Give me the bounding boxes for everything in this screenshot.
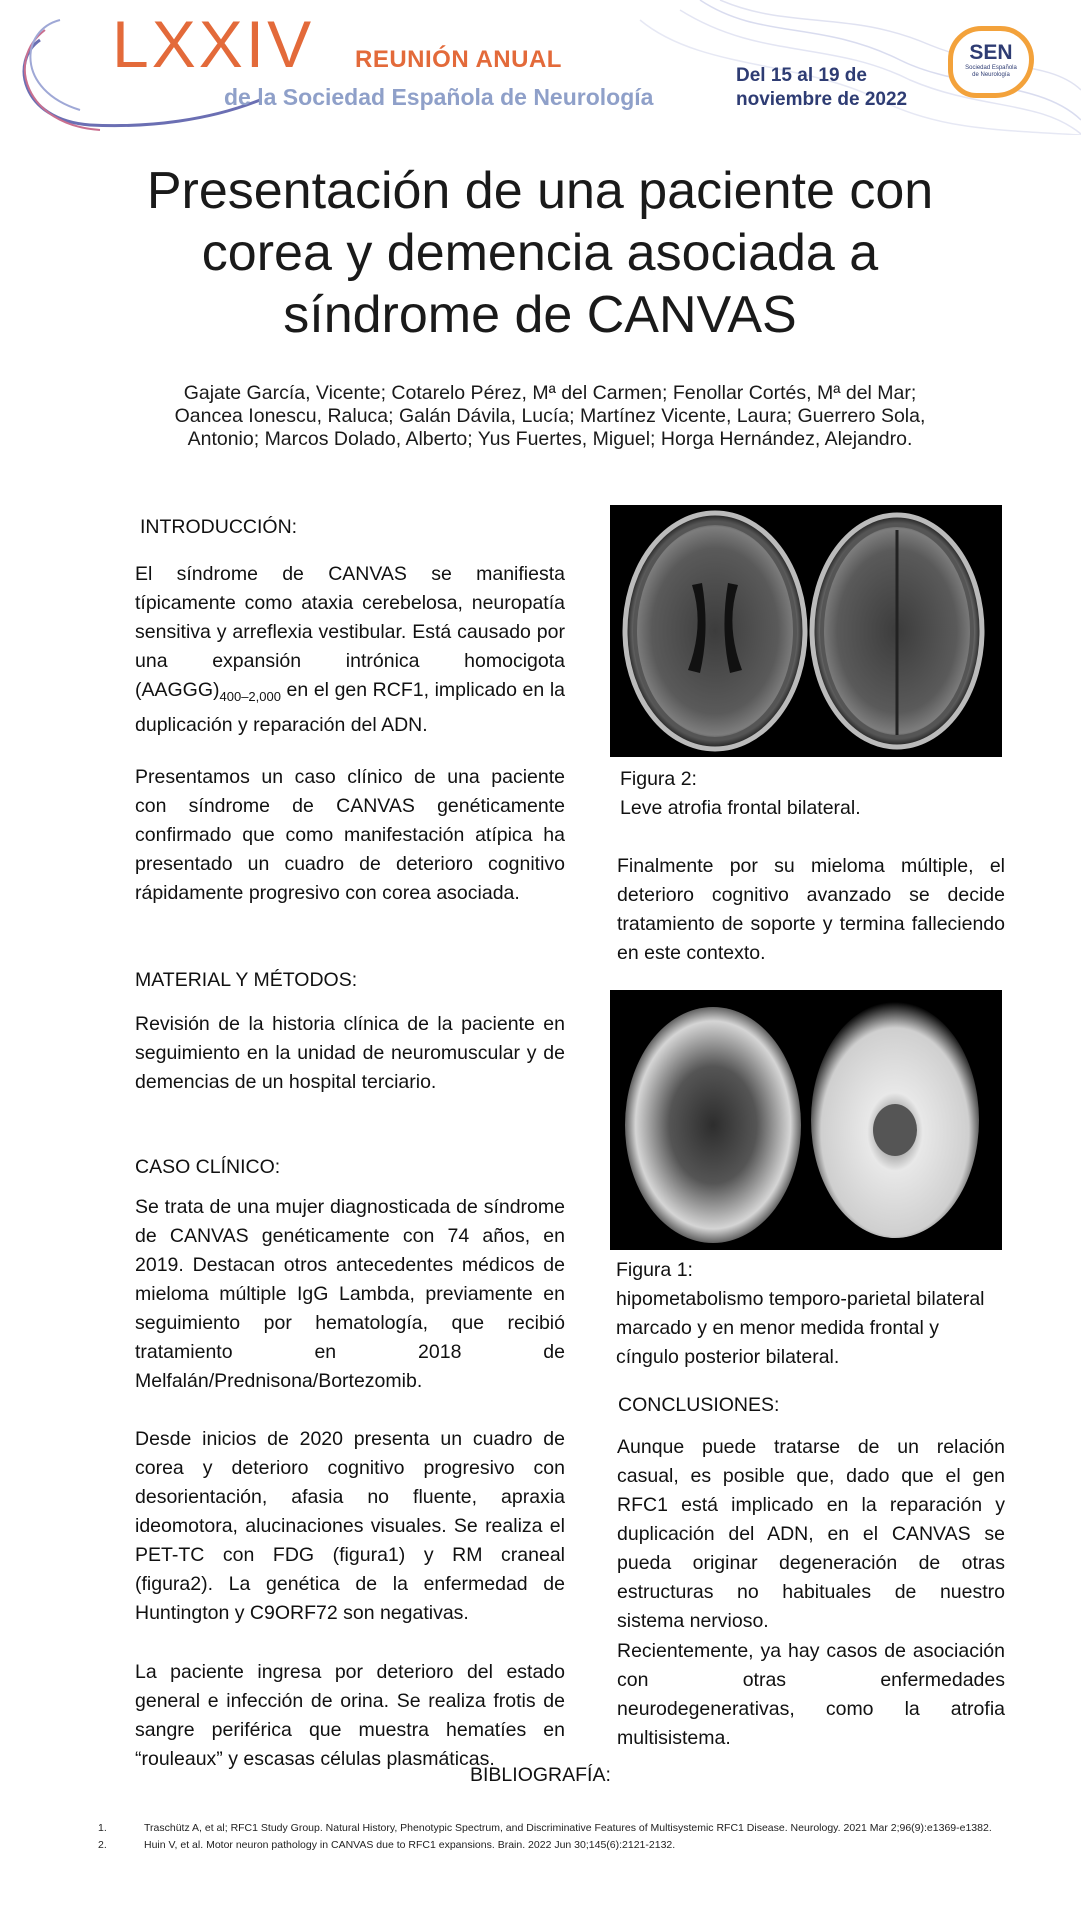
conference-banner — [0, 0, 1081, 135]
roman-numeral-title: LXXIV — [112, 7, 315, 81]
outcome-paragraph: Finalmente por su mieloma múltiple, el deterioro cognitivo avanzado se decide tratamiento de soporte y termina falleciendo en este contexto. — [617, 855, 1005, 964]
figure-1-pet-image — [610, 990, 1002, 1250]
figure-2-mri-image — [610, 505, 1002, 757]
conclusions-heading: CONCLUSIONES: — [618, 1394, 780, 1416]
case-paragraph-3: La paciente ingresa por deterioro del estado general e infección de orina. Se realiza frotis de sangre periférica que muestra hematíes en “rouleaux” y escasas células plasmáticas. — [135, 1661, 565, 1770]
figure-1-caption: hipometabolismo temporo-parietal bilateral marcado y en menor medida frontal y cíngulo posterior bilateral. — [616, 1288, 985, 1368]
poster-title: Presentación de una paciente con corea y demencia asociada a síndrome de CANVAS — [146, 162, 934, 344]
dates-line-1: Del 15 al 19 de — [736, 65, 867, 86]
reference-text: Traschütz A, et al; RFC1 Study Group. Natural History, Phenotypic Spectrum, and Discriminative Features of Multisystemic RFC1 Disease. Neurology. 2021 Mar 2;96(9):e1369-e1382. — [144, 1822, 992, 1834]
intro-text-a: El síndrome de CANVAS se manifiesta típicamente como ataxia cerebelosa, neuropatía sensitiva y arreflexia vestibular. Está causado por una expansión intrónica homocigota (AAGGG) — [135, 563, 565, 701]
figure-2-label: Figura 2: — [620, 768, 697, 790]
reference-item — [94, 1837, 994, 1853]
reference-item — [94, 1820, 994, 1836]
sen-logo-text: SEN — [969, 41, 1013, 64]
intro-subscript: 400–2,000 — [219, 688, 281, 704]
meeting-name: REUNIÓN ANUAL — [355, 46, 562, 73]
methods-text: Revisión de la historia clínica de la paciente en seguimiento en la unidad de neuromuscular y de demencias de un hospital terciario. — [135, 1013, 565, 1093]
methods-heading: MATERIAL Y MÉTODOS: — [135, 969, 358, 991]
reference-text: Huin V, et al. Motor neuron pathology in CANVAS due to RFC1 expansions. Brain. 2022 Jun 30;145(6):2121-2132. — [144, 1839, 676, 1851]
intro-paragraph-1 — [135, 560, 565, 740]
society-name: de la Sociedad Española de Neurología — [224, 84, 654, 110]
conclusions-paragraph-1: Aunque puede tratarse de un relación casual, es posible que, dado que el gen RFC1 está implicado en la reparación y duplicación del ADN, en el CANVAS se pueda originar degeneración de otras estructuras no habituales de nuestro sistema nervioso. — [617, 1436, 1005, 1632]
conclusions-paragraph-2: Recientemente, ya hay casos de asociación con otras enfermedades neurodegenerativas, como la atrofia multisistema. — [617, 1640, 1005, 1749]
bibliography-heading: BIBLIOGRAFÍA: — [470, 1764, 611, 1786]
case-paragraph-1: Se trata de una mujer diagnosticada de síndrome de CANVAS genéticamente con 74 años, en 2019. Destacan otros antecedentes médicos de mieloma múltiple IgG Lambda, previamente en seguimiento por hematología, que recibió tratamiento en 2018 de Melfalán/Prednisona/Bortezomib. — [135, 1196, 565, 1392]
intro-paragraph-2: Presentamos un caso clínico de una paciente con síndrome de CANVAS genéticamente confirmado que como manifestación atípica ha presentado un cuadro de deterioro cognitivo rápidamente progresivo con corea asociada. — [135, 766, 565, 904]
reference-number: 1. — [98, 1822, 107, 1834]
sen-logo — [948, 26, 1034, 98]
case-heading: CASO CLÍNICO: — [135, 1156, 281, 1178]
figure-2-caption: Leve atrofia frontal bilateral. — [620, 797, 861, 819]
intro-heading: INTRODUCCIÓN: — [140, 516, 298, 538]
authors-list: Gajate García, Vicente; Cotarelo Pérez, Mª del Carmen; Fenollar Cortés, Mª del Mar; Oancea Ionescu, Raluca; Galán Dávila, Lucía; Martínez Vicente, Laura; Guerrero Sola, Antonio; Marcos Dolado, Alberto; Yus Fuertes, Miguel; Horga Hernández, Alejandro. — [174, 382, 926, 450]
sen-logo-sub-1: Sociedad Española — [965, 65, 1017, 71]
reference-list — [94, 1820, 994, 1854]
intro-text-b: en el gen RCF1, implicado en la duplicación y reparación del ADN. — [135, 679, 565, 736]
case-paragraph-2: Desde inicios de 2020 presenta un cuadro de corea y deterioro cognitivo progresivo con desorientación, afasia no fluente, apraxia ideomotora, alucinaciones visuales. Se realiza el PET-TC con FDG (figura1) y RM craneal (figura2). La genética de la enfermedad de Huntington y C9ORF72 son negativas. — [135, 1428, 565, 1624]
meeting-dates — [736, 64, 907, 112]
reference-number: 2. — [98, 1839, 107, 1851]
sen-logo-sub-2: de Neurología — [972, 72, 1010, 78]
dates-line-2: noviembre de 2022 — [736, 89, 908, 110]
figure-1-label: Figura 1: — [616, 1259, 693, 1281]
